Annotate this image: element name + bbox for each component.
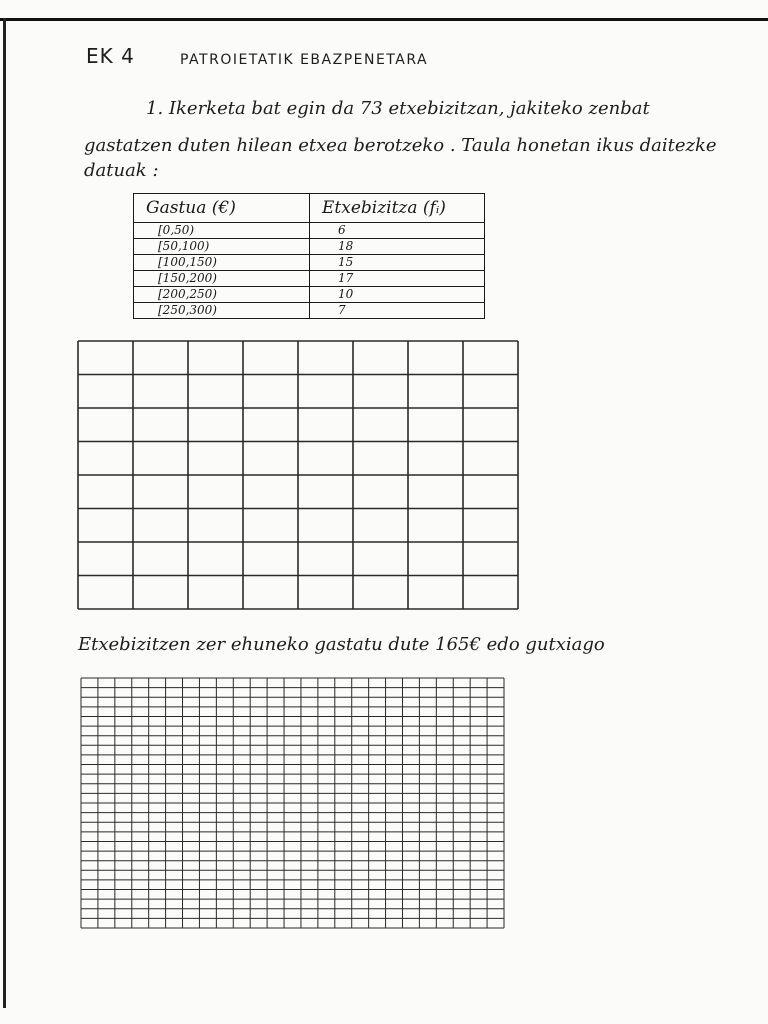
interval-cell: [200,250)	[134, 287, 310, 303]
page-left-border	[3, 18, 6, 1008]
frequency-cell: 7	[310, 303, 485, 319]
ogive-answer-grid	[80, 677, 505, 929]
table-header-row	[134, 194, 485, 223]
table-row	[134, 239, 485, 255]
interval-cell: [50,100)	[134, 239, 310, 255]
histogram-answer-grid	[77, 340, 519, 610]
frequency-cell: 17	[310, 271, 485, 287]
interval-cell: [100,150)	[134, 255, 310, 271]
exercise-code: EK 4	[86, 44, 135, 68]
frequency-cell: 6	[310, 223, 485, 239]
frequency-cell: 10	[310, 287, 485, 303]
column-header-etxebizitza: Etxebizitza (fᵢ)	[310, 194, 485, 223]
table-row	[134, 287, 485, 303]
interval-cell: [250,300)	[134, 303, 310, 319]
interval-cell: [150,200)	[134, 271, 310, 287]
exercise-text-line-3: datuak :	[84, 160, 159, 181]
column-header-gastua: Gastua (€)	[134, 194, 310, 223]
page-top-border	[0, 18, 768, 21]
interval-cell: [0,50)	[134, 223, 310, 239]
question-text: Etxebizitzen zer ehuneko gastatu dute 165€ edo gutxiago	[78, 634, 605, 655]
frequency-cell: 18	[310, 239, 485, 255]
frequency-table	[133, 193, 485, 319]
table-row	[134, 271, 485, 287]
table-row	[134, 303, 485, 319]
frequency-cell: 15	[310, 255, 485, 271]
exercise-text-line-2: gastatzen duten hilean etxea berotzeko . Taula honetan ikus daitezke	[84, 135, 717, 156]
table-row	[134, 223, 485, 239]
worksheet-title: PATROIETATIK EBAZPENETARA	[180, 52, 429, 68]
table-row	[134, 255, 485, 271]
exercise-text-line-1: 1. Ikerketa bat egin da 73 etxebizitzan, jakiteko zenbat	[146, 98, 650, 119]
